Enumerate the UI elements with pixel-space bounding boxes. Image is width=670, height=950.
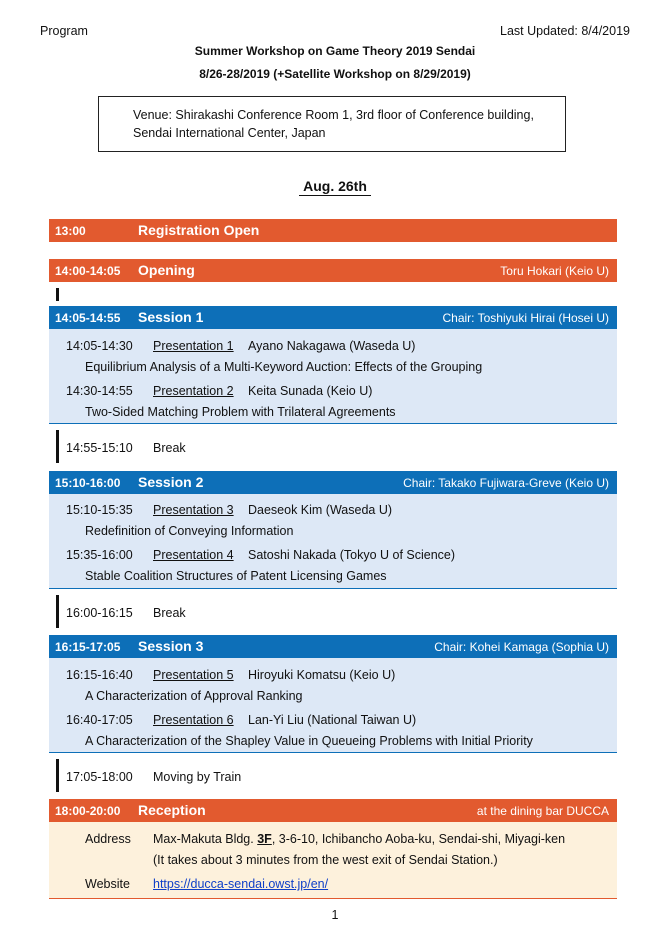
presentation-link[interactable]: Presentation 3	[153, 503, 234, 517]
break-time: 14:55-15:10	[66, 441, 133, 455]
talk-time: 15:10-15:35	[66, 503, 133, 517]
opening-bar	[49, 259, 617, 282]
opening-time: 14:00-14:05	[55, 264, 121, 278]
presentation-link[interactable]: Presentation 5	[153, 668, 234, 682]
talk-time: 15:35-16:00	[66, 548, 133, 562]
session-name: Session 2	[138, 474, 204, 490]
opening-speaker: Toru Hokari (Keio U)	[500, 264, 609, 278]
venue-line-1: Venue: Shirakashi Conference Room 1, 3rd floor of Conference building,	[133, 108, 534, 122]
presentation-link[interactable]: Presentation 2	[153, 384, 234, 398]
talk-time: 14:30-14:55	[66, 384, 133, 398]
talk-speaker: Daeseok Kim (Waseda U)	[248, 503, 393, 517]
talk-speaker: Lan-Yi Liu (National Taiwan U)	[248, 713, 417, 727]
reception-bar	[49, 799, 617, 822]
last-updated: Last Updated: 8/4/2019	[500, 24, 630, 38]
venue-line-2: Sendai International Center, Japan	[133, 126, 326, 140]
session-2-bar	[49, 471, 617, 494]
session-3-bar	[49, 635, 617, 658]
venue-box	[98, 96, 566, 152]
talk-title: Redefinition of Conveying Information	[85, 524, 294, 538]
presentation-link[interactable]: Presentation 1	[153, 339, 234, 353]
break-time: 16:00-16:15	[66, 606, 133, 620]
talk-title: Two-Sided Matching Problem with Trilateral Agreements	[85, 405, 396, 419]
timeline-divider	[56, 595, 59, 628]
session-1-panel	[49, 329, 617, 424]
talk-speaker: Satoshi Nakada (Tokyo U of Science)	[248, 548, 456, 562]
talk-time: 16:40-17:05	[66, 713, 133, 727]
session-1-bar	[49, 306, 617, 329]
session-2-panel	[49, 494, 617, 589]
presentation-link[interactable]: Presentation 6	[153, 713, 234, 727]
presentation-link[interactable]: Presentation 4	[153, 548, 234, 562]
program-label: Program	[40, 24, 88, 38]
reception-name: Reception	[138, 802, 206, 818]
address-floor: 3F	[257, 832, 272, 846]
address-pre: Max-Makuta Bldg.	[153, 832, 258, 846]
registration-time: 13:00	[55, 224, 86, 238]
session-chair: Chair: Takako Fujiwara-Greve (Keio U)	[403, 476, 609, 490]
registration-bar	[49, 219, 617, 242]
address-post: , 3-6-10, Ichibancho Aoba-ku, Sendai-shi, Miyagi-ken	[271, 832, 566, 846]
reception-panel	[49, 822, 617, 899]
talk-title: A Characterization of the Shapley Value in Queueing Problems with Initial Priority	[85, 734, 533, 748]
workshop-dates: 8/26-28/2019 (+Satellite Workshop on 8/29/2019)	[199, 67, 471, 81]
reception-location: at the dining bar DUCCA	[476, 804, 609, 818]
workshop-title: Summer Workshop on Game Theory 2019 Sendai	[194, 44, 476, 58]
address-text	[153, 832, 565, 846]
timeline-divider	[56, 430, 59, 463]
talk-speaker: Keita Sunada (Keio U)	[248, 384, 373, 398]
opening-name: Opening	[138, 262, 195, 278]
talk-title: Stable Coalition Structures of Patent Licensing Games	[85, 569, 387, 583]
session-time: 16:15-17:05	[55, 640, 121, 654]
day-heading	[0, 178, 670, 194]
break-label: Moving by Train	[153, 770, 242, 784]
session-name: Session 3	[138, 638, 204, 654]
website-link[interactable]: https://ducca-sendai.owst.jp/en/	[153, 877, 329, 891]
session-chair: Chair: Kohei Kamaga (Sophia U)	[434, 640, 609, 654]
talk-time: 14:05-14:30	[66, 339, 133, 353]
reception-time: 18:00-20:00	[55, 804, 121, 818]
registration-name: Registration Open	[138, 222, 260, 238]
session-name: Session 1	[138, 309, 204, 325]
break-time: 17:05-18:00	[66, 770, 133, 784]
session-time: 14:05-14:55	[55, 311, 121, 325]
address-note: (It takes about 3 minutes from the west exit of Sendai Station.)	[153, 853, 498, 867]
break-label: Break	[153, 606, 186, 620]
talk-speaker: Ayano Nakagawa (Waseda U)	[248, 339, 416, 353]
talk-title: Equilibrium Analysis of a Multi-Keyword Auction: Effects of the Grouping	[85, 360, 483, 374]
website-label: Website	[85, 877, 130, 891]
address-label: Address	[85, 832, 131, 846]
day-heading-text: Aug. 26th	[299, 178, 371, 196]
talk-time: 16:15-16:40	[66, 668, 133, 682]
session-3-panel	[49, 658, 617, 753]
session-time: 15:10-16:00	[55, 476, 121, 490]
talk-title: A Characterization of Approval Ranking	[85, 689, 303, 703]
page-number: 1	[331, 908, 339, 922]
session-chair: Chair: Toshiyuki Hirai (Hosei U)	[442, 311, 609, 325]
timeline-divider	[56, 759, 59, 792]
talk-speaker: Hiroyuki Komatsu (Keio U)	[248, 668, 396, 682]
break-label: Break	[153, 441, 186, 455]
timeline-divider	[56, 288, 59, 301]
